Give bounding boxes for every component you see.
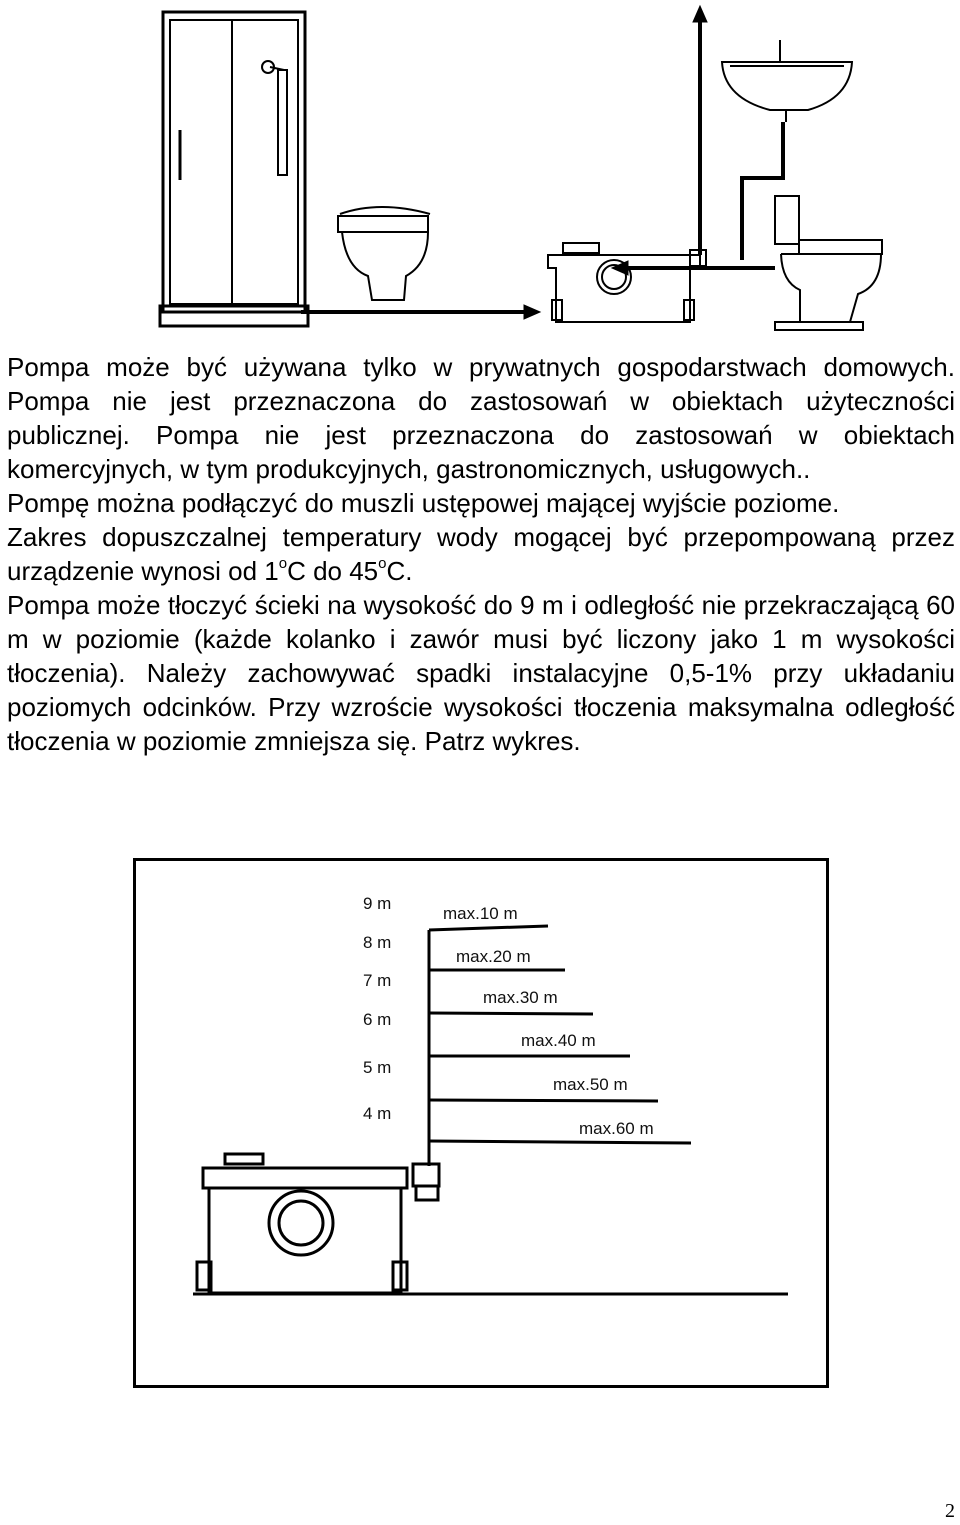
pumping-height-distance-diagram <box>133 858 829 1388</box>
distance-label: max.30 m <box>483 988 558 1007</box>
temperature-text-1: Zakres dopuszczalnej temperatury wody mogącej być przepompowaną przez urządzenie wynosi od 1 <box>7 522 955 586</box>
usage-restrictions-paragraph: Pompa może być używana tylko w prywatnych gospodarstwach domowych. Pompa nie jest przeznaczona do zastosowań w obiektach użyteczności publicznej. Pompa nie jest przeznaczona do zastosowań w obiektach komercyjnych, w tym produkcyjnych, gastronomicznych, usługowych.. <box>7 352 955 484</box>
height-label: 5 m <box>363 1058 392 1077</box>
distance-label: max.10 m <box>443 904 518 923</box>
degree-sign: o <box>278 555 288 573</box>
pump-unit-icon <box>548 243 706 322</box>
bathroom-installation-illustration <box>0 0 960 345</box>
toilet-with-tank-icon <box>775 196 882 330</box>
washbasin-icon <box>722 40 852 122</box>
pumping-capacity-paragraph: Pompa może tłoczyć ścieki na wysokość do 9 m i odległość nie przekraczającą 60 m w poziomie (każde kolanko i zawór musi być liczony jako 1 m wysokości tłoczenia). Należy zachowywać spadki instalacyjne 0,5-1% przy układaniu poziomych odcinków. Przy wzroście wysokości tłoczenia maksymalna odległość tłoczenia w poziomie zmniejsza się. Patrz wykres. <box>7 590 955 756</box>
temperature-text-3: C. <box>386 556 413 586</box>
distance-label: max.40 m <box>521 1031 596 1050</box>
height-label: 6 m <box>363 1010 392 1029</box>
height-label: 9 m <box>363 894 392 913</box>
height-label: 8 m <box>363 933 392 952</box>
height-label: 7 m <box>363 971 392 990</box>
shower-cabin-icon <box>160 12 308 326</box>
temperature-paragraph <box>7 520 955 588</box>
connection-paragraph: Pompę można podłączyć do muszli ustępowej mającej wyjście poziome. <box>7 488 840 518</box>
degree-sign: o <box>378 555 387 573</box>
temperature-text-2: C do 45 <box>287 556 379 586</box>
distance-label: max.50 m <box>553 1075 628 1094</box>
toilet-icon <box>338 207 430 300</box>
height-label: 4 m <box>363 1104 392 1123</box>
body-text <box>7 350 955 758</box>
flow-arrows <box>301 6 783 319</box>
page-number: 2 <box>945 1500 955 1522</box>
distance-label: max.20 m <box>456 947 531 966</box>
distance-label: max.60 m <box>579 1119 654 1138</box>
